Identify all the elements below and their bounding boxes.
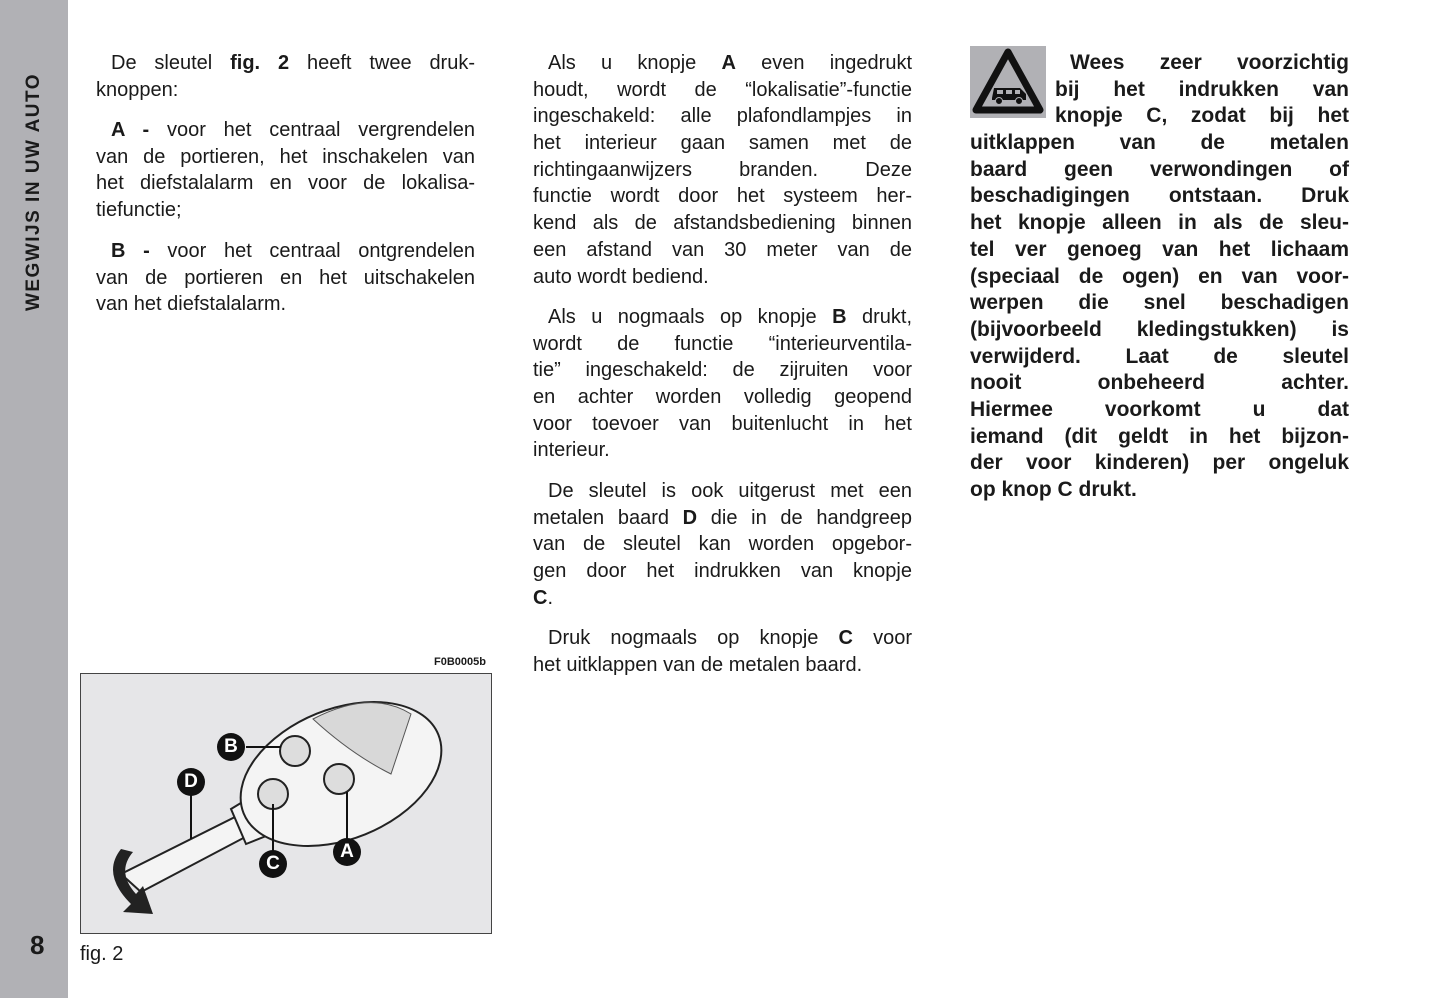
text: voor het centraal ontgrendelen: [149, 240, 475, 262]
sidebar-band: [0, 0, 68, 998]
key-figure: [80, 673, 492, 934]
text: even ingedrukt: [735, 52, 913, 74]
warning-line: uitklappen van de metalen: [970, 131, 1349, 155]
text: wordt de functie “interieurventila-: [533, 332, 912, 355]
warning-line: tel ver genoeg van het lichaam: [970, 237, 1349, 261]
text: Druk nogmaals op knopje: [548, 627, 839, 649]
bold-text: B: [832, 306, 847, 328]
text-line: [533, 652, 912, 679]
warning-line: (speciaal de ogen) en van voor-: [970, 264, 1349, 288]
warning-line: Wees zeer voorzichtig: [1070, 51, 1349, 74]
text: richtingaanwijzers branden. Deze: [533, 158, 912, 181]
paragraph: [533, 625, 912, 678]
text: Als u knopje: [548, 52, 722, 74]
warning-line: op knop C drukt.: [970, 478, 1137, 501]
text-line: [96, 117, 475, 144]
text: .: [547, 586, 554, 609]
text: kend als de afstandsbediening binnen: [533, 212, 912, 235]
text: heeft twee druk-: [289, 52, 476, 74]
warning-line: knopje C, zodat bij het: [1055, 104, 1349, 128]
text-line: [533, 237, 912, 264]
text: tie” ingeschakeld: de zijruiten voor: [533, 359, 912, 382]
warning-line: bij het indrukken van: [1055, 77, 1349, 101]
text: die in de handgreep: [697, 506, 912, 529]
text-line: [96, 144, 475, 171]
text: De sleutel: [111, 52, 231, 74]
text-line: [96, 50, 475, 77]
warning-text: [970, 50, 1349, 504]
text-line: [96, 238, 475, 265]
text: interieur.: [533, 439, 610, 462]
figure-code: F0B0005b: [434, 656, 486, 668]
text-line: [533, 264, 912, 291]
text-line: [533, 437, 912, 464]
page-number: 8: [30, 930, 45, 960]
text-line: [96, 265, 475, 292]
text-line: [533, 157, 912, 184]
text-line: [96, 77, 475, 104]
text-line: [533, 183, 912, 210]
paragraph: [96, 238, 475, 318]
bold-text: fig. 2: [230, 52, 290, 74]
text-line: [533, 103, 912, 130]
text: Als u nogmaals op knopje: [548, 306, 833, 328]
warning-line: werpen die snel beschadigen: [970, 291, 1349, 315]
figure-caption: fig. 2: [80, 943, 124, 965]
text: het uitklappen van de metalen baard.: [533, 653, 863, 676]
text-line: [533, 130, 912, 157]
warning-line: nooit onbeheerd achter.: [970, 371, 1349, 395]
text-line: [533, 478, 912, 505]
warning-line: (bijvoorbeeld kledingstukken) is: [970, 317, 1349, 341]
paragraph: [533, 50, 912, 290]
warning-line: verwijderd. Laat de sleutel: [970, 344, 1349, 368]
text: van de portieren en het uitschakelen: [96, 266, 475, 289]
text: het interieur gaan samen met de: [533, 132, 912, 155]
text-line: [533, 585, 912, 612]
text: van het diefstalalarm.: [96, 293, 287, 316]
text-line: [533, 331, 912, 358]
text-line: [533, 505, 912, 532]
bold-text: C: [838, 627, 853, 649]
bold-text: C: [533, 586, 548, 609]
warning-line: der voor kinderen) per ongeluk: [970, 451, 1349, 475]
bold-text: A -: [111, 119, 150, 141]
bold-text: D: [682, 506, 698, 529]
text: houdt, wordt de “lokalisatie”-functie: [533, 78, 912, 101]
text: knoppen:: [96, 78, 179, 101]
text-line: [533, 384, 912, 411]
text-line: [96, 197, 475, 224]
callout-b: B: [217, 733, 245, 761]
text: gen door het indrukken van knopje: [533, 560, 912, 583]
text: van de sleutel kan worden opgebor-: [533, 533, 912, 556]
bold-text: B -: [111, 240, 150, 262]
text: een afstand van 30 meter van de: [533, 238, 912, 261]
warning-line: beschadigingen ontstaan. Druk: [970, 184, 1349, 208]
text: tiefunctie;: [96, 199, 182, 222]
text-line: [533, 411, 912, 438]
text-line: [96, 291, 475, 318]
bold-text: A: [721, 52, 736, 74]
paragraph: [96, 50, 475, 103]
callout-c: C: [259, 850, 287, 878]
text: ingeschakeld: alle plafondlampjes in: [533, 105, 912, 128]
warning-line: iemand (dit geldt in het bijzon-: [970, 424, 1349, 448]
text-line: [533, 558, 912, 585]
text-line: [533, 210, 912, 237]
text-line: [533, 625, 912, 652]
warning-line: baard geen verwondingen of: [970, 157, 1349, 181]
text-line: [96, 170, 475, 197]
callout-a: A: [333, 838, 361, 866]
text: en achter worden volledig geopend: [533, 386, 912, 409]
text: De sleutel is ook uitgerust met een: [548, 480, 912, 502]
text-line: [533, 77, 912, 104]
text: van de portieren, het inschakelen van: [96, 145, 475, 168]
text-line: [533, 304, 912, 331]
text: voor: [852, 627, 912, 649]
text: voor toevoer van buitenlucht in het: [533, 412, 912, 435]
callout-d: D: [177, 768, 205, 796]
paragraph: [96, 117, 475, 224]
paragraph: [533, 478, 912, 611]
text-line: [533, 50, 912, 77]
text-line: [533, 531, 912, 558]
text: het diefstalalarm en voor de lokalisa-: [96, 172, 475, 195]
text: functie wordt door het systeem her-: [533, 185, 912, 208]
warning-line: het knopje alleen in als de sleu-: [970, 211, 1349, 235]
text-line: [533, 357, 912, 384]
warning-line: Hiermee voorkomt u dat: [970, 397, 1349, 421]
text: voor het centraal vergrendelen: [149, 119, 475, 141]
text: metalen baard: [533, 506, 683, 529]
section-title: WEGWIJS IN UW AUTO: [23, 72, 44, 312]
text: auto wordt bediend.: [533, 265, 709, 288]
paragraph: [533, 304, 912, 464]
text: drukt,: [846, 306, 913, 328]
